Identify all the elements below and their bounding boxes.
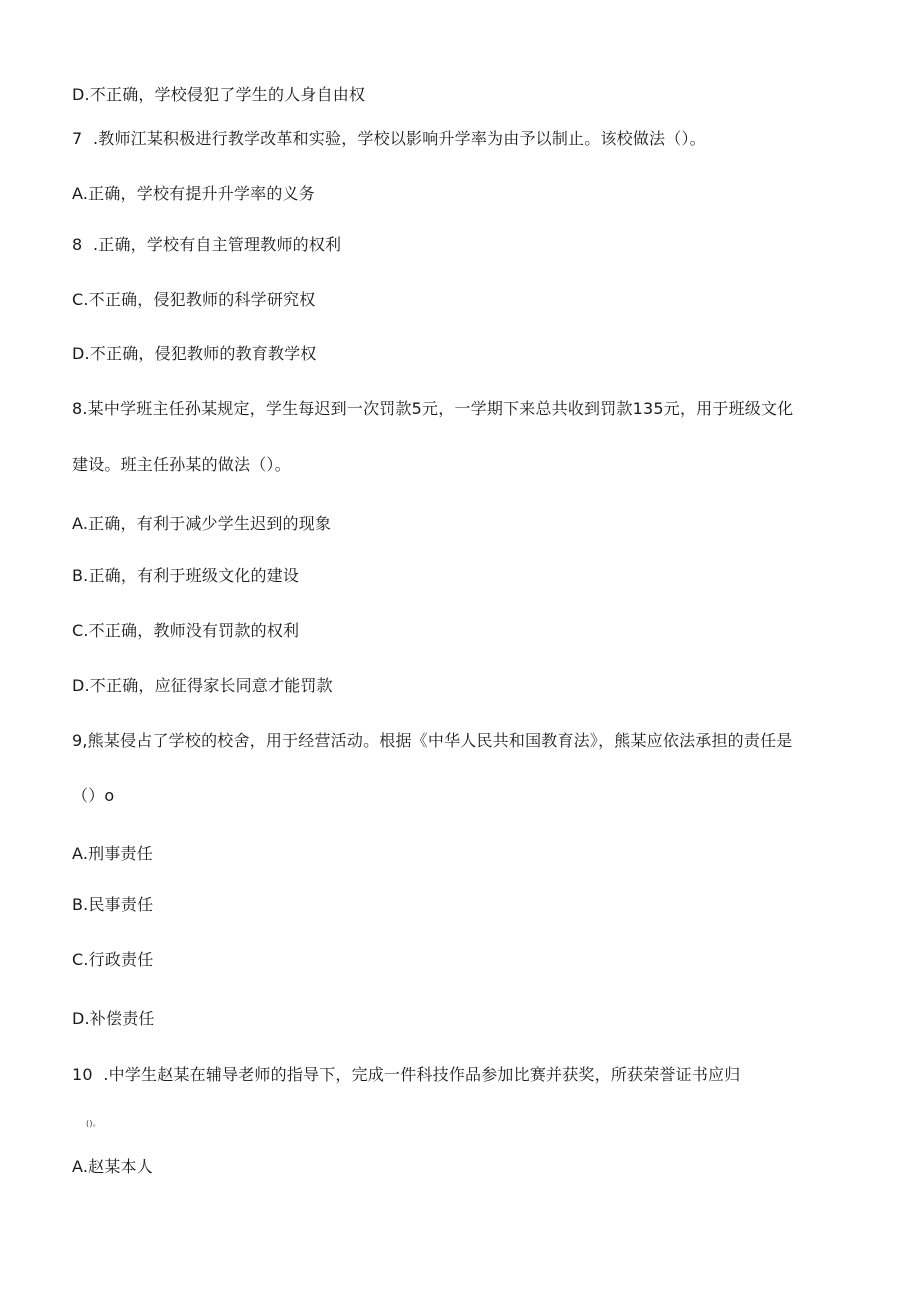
q8-stem-line2: 建设。班主任孙某的做法（）。 [72, 455, 291, 474]
q7-option-b: 8 .正确，学校有自主管理教师的权利 [72, 235, 342, 254]
q8-option-c: C.不正确，教师没有罚款的权利 [72, 621, 300, 640]
q7-option-c: C.不正确，侵犯教师的科学研究权 [72, 290, 316, 309]
q10-stem-line2: ()。 [86, 1119, 101, 1128]
q9-stem-line2: （）o [72, 786, 115, 805]
q9-option-a: A.刑事责任 [72, 844, 153, 863]
q7-option-d: D.不正确，侵犯教师的教育教学权 [72, 344, 317, 363]
q9-stem-line1: 9,熊某侵占了学校的校舍，用于经营活动。根据《中华人民共和国教育法》，熊某应依法承担的责任是 [72, 731, 793, 750]
q10-stem-line1: 10 .中学生赵某在辅导老师的指导下，完成一件科技作品参加比赛并获奖，所获荣誉证书应归 [72, 1065, 741, 1084]
q7-option-a: A.正确，学校有提升升学率的义务 [72, 184, 315, 203]
q9-option-d: D.补偿责任 [72, 1009, 155, 1028]
q8-option-a: A.正确，有利于减少学生迟到的现象 [72, 514, 332, 533]
q9-option-b: B.民事责任 [72, 895, 154, 914]
q8-option-b: B.正确，有利于班级文化的建设 [72, 566, 300, 585]
q8-option-d: D.不正确，应征得家长同意才能罚款 [72, 676, 333, 695]
q8-stem-line1: 8.某中学班主任孙某规定，学生每迟到一次罚款5元，一学期下来总共收到罚款135元，用于班级文化 [72, 399, 794, 418]
q7-stem: 7 .教师江某积极进行教学改革和实验，学校以影响升学率为由予以制止。该校做法（）。 [72, 129, 706, 148]
q6-option-d: D.不正确，学校侵犯了学生的人身自由权 [72, 85, 366, 104]
q9-option-c: C.行政责任 [72, 950, 154, 969]
q10-option-a: A.赵某本人 [72, 1157, 153, 1176]
